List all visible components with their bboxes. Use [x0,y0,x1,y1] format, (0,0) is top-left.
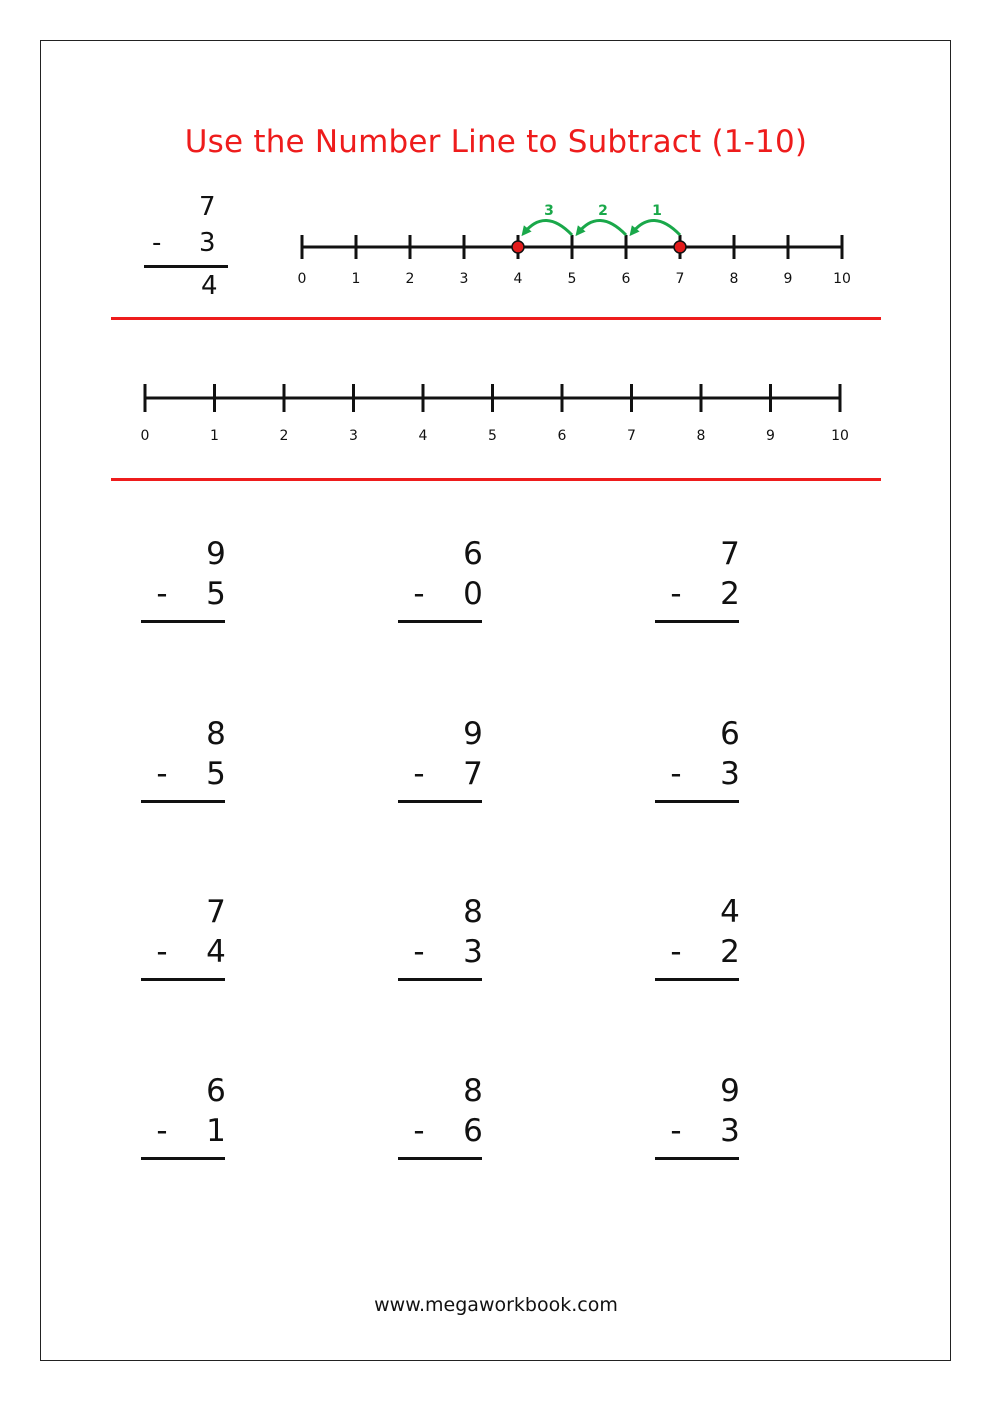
problem-top-number: 7 [720,536,740,572]
problem-bottom-number: 0 [463,576,483,612]
problem-top-number: 9 [720,1073,740,1109]
example-tick-label: 6 [621,271,631,287]
problem-top-number: 9 [463,716,483,752]
problem-top-number: 6 [720,716,740,752]
example-tick-label: 2 [405,271,415,287]
blank-tick-label: 6 [557,428,567,444]
problem-operator: - [413,576,425,612]
footer-url[interactable]: www.megaworkbook.com [374,1294,618,1316]
problem-top-number: 8 [463,1073,483,1109]
example-tick-label: 0 [297,271,307,287]
problem-1 [141,536,231,626]
problem-top-number: 7 [206,894,226,930]
blank-tick-label: 0 [140,428,150,444]
problem-top-number: 6 [206,1073,226,1109]
hop-label: 3 [544,203,554,219]
worksheet-title: Use the Number Line to Subtract (1-10) [184,124,808,160]
problem-top-number: 8 [206,716,226,752]
problem-top-number: 4 [720,894,740,930]
answer-line[interactable] [398,620,482,623]
blank-number-line[interactable] [0,0,992,460]
problem-operator: - [156,934,168,970]
problem-operator: - [670,1113,682,1149]
example-tick-label: 5 [567,271,577,287]
example-tick-label: 8 [729,271,739,287]
blank-tick-label: 4 [418,428,428,444]
answer-line[interactable] [655,800,739,803]
example-minuend: 7 [199,192,216,222]
blank-tick-label: 2 [279,428,289,444]
example-answer: 4 [201,271,218,301]
blank-tick-label: 5 [488,428,497,444]
answer-line[interactable] [141,620,225,623]
problem-operator: - [156,1113,168,1149]
answer-line[interactable] [655,1157,739,1160]
problem-bottom-number: 1 [206,1113,226,1149]
problem-operator: - [670,934,682,970]
problem-12 [655,1073,745,1163]
problem-9 [655,894,745,984]
blank-tick-label: 3 [349,428,358,444]
problem-top-number: 8 [463,894,483,930]
problem-bottom-number: 6 [463,1113,483,1149]
problem-4 [141,716,231,806]
problem-bottom-number: 3 [463,934,483,970]
problem-operator: - [670,576,682,612]
bottom-divider [111,478,881,481]
problem-operator: - [413,934,425,970]
blank-tick-label: 9 [766,428,775,444]
example-tick-label: 7 [675,271,685,287]
example-operator: - [152,228,162,258]
example-tick-label: 4 [513,271,523,287]
blank-tick-label: 10 [831,428,849,444]
problem-bottom-number: 4 [206,934,226,970]
problem-operator: - [670,756,682,792]
answer-line[interactable] [398,800,482,803]
problem-2 [398,536,488,626]
answer-line[interactable] [141,978,225,981]
example-subtrahend: 3 [199,228,216,258]
problem-bottom-number: 2 [720,576,740,612]
problem-bottom-number: 2 [720,934,740,970]
answer-line[interactable] [655,978,739,981]
problem-bottom-number: 5 [206,756,226,792]
problem-6 [655,716,745,806]
blank-tick-label: 1 [210,428,219,444]
problem-7 [141,894,231,984]
problem-top-number: 6 [463,536,483,572]
problem-operator: - [413,1113,425,1149]
problem-3 [655,536,745,626]
problem-operator: - [156,576,168,612]
answer-line[interactable] [655,620,739,623]
problem-8 [398,894,488,984]
problem-10 [141,1073,231,1163]
problem-operator: - [413,756,425,792]
blank-tick-label: 8 [696,428,706,444]
problem-11 [398,1073,488,1163]
example-tick-label: 1 [351,271,361,287]
problem-bottom-number: 3 [720,1113,740,1149]
answer-line[interactable] [141,800,225,803]
blank-tick-label: 7 [627,428,636,444]
hop-label: 1 [652,203,662,219]
problem-5 [398,716,488,806]
example-tick-label: 10 [833,271,851,287]
answer-line[interactable] [398,1157,482,1160]
answer-line[interactable] [398,978,482,981]
problem-bottom-number: 7 [463,756,483,792]
problem-top-number: 9 [206,536,226,572]
example-tick-label: 3 [459,271,469,287]
answer-line[interactable] [141,1157,225,1160]
problem-operator: - [156,756,168,792]
hop-label: 2 [598,203,608,219]
example-tick-label: 9 [783,271,793,287]
problem-bottom-number: 5 [206,576,226,612]
problem-bottom-number: 3 [720,756,740,792]
